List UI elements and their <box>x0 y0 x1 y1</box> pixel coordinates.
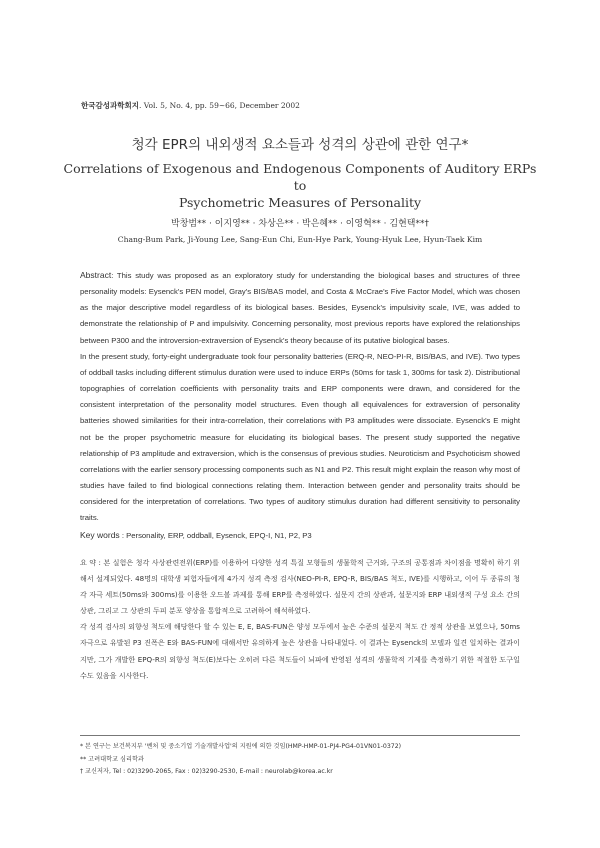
abstract-label: Abstract <box>80 270 112 280</box>
title-english <box>60 160 540 211</box>
summary-paragraph-1: 요 약 : 본 실험은 청각 사상관련전위(ERP)를 이용하여 다양한 성격 특질 모형들의 생물학적 근거와, 구조의 공통점과 차이점을 명확히 하기 위해서 설계되었다. 48명의 대학생 피험자들에게 4가지 성격 측정 검사(NEO-PI-R, EPQ-R, BIS/BAS 척도, IVE)를 시행하고, 이어 두 종류의 청각 자극 세트(50ms와 300ms)를 이용한 오드볼 과제를 통해 ERP를 측정하였다. 설문지 간의 상관과, 설문지와 ERP 내외생적 구성 요소 간의 상관, 그리고 그 상관의 두피 분포 양상을 통합적으로 고려하여 해석하였다. <box>80 558 520 616</box>
abstract-paragraph-1 <box>80 267 520 349</box>
abstract <box>80 267 520 527</box>
footnotes <box>80 741 520 779</box>
keywords-text: : Personality, ERP, oddball, Eysenck, EPQ-I, N1, P2, P3 <box>121 531 312 540</box>
korean-summary <box>80 555 520 684</box>
title-english-line-2: Psychometric Measures of Personality <box>178 195 422 210</box>
footnote-affiliation: ** 고려대학교 심리학과 <box>80 755 144 763</box>
journal-details: . Vol. 5, No. 4, pp. 59~66, December 2002 <box>138 101 300 110</box>
title-english-line-1: Correlations of Exogenous and Endogenous Components of Auditory ERPs to <box>63 161 537 193</box>
summary-paragraph-2: 각 성격 검사의 외향성 척도에 해당한다 할 수 있는 E, E, BAS-FUN은 양성 모두에서 높은 수준의 설문지 척도 간 정적 상관을 보였으나, 50ms 자극으로 유발된 P3 진폭은 E와 BAS-FUN에 대해서만 유의하게 높은 상관을 나타내었다. 이 결과는 Eysenck의 모델과 일견 일치하는 결과이지만, 그가 개발한 EPQ-R의 외향성 척도(E)보다는 오히려 다른 척도들이 뇌파에 반영된 성격의 생물학적 기제를 측정하기 위한 적절한 도구일 수도 있음을 시사한다. <box>80 622 520 680</box>
keywords-label: Key words <box>80 530 120 540</box>
abstract-text-1: : This study was proposed as an exploratory study for understanding the biological bases and structures of three personality models: Eysenck's PEN model, Gray's BIS/BAS model, and Costa & McCrae's Five Factor Model, which was chosen as the major descriptive model regardless of its biological bases. Besides, Eysenck's impulsivity scale, IVE, was added to demonstrate the relationship of P and impulsivity. Concerning personality, most previous reports have explored the relationships between P300 and the introversion-extraversion of Eysenck's theory because of its putative biological bases. <box>80 271 520 345</box>
footnote-divider <box>80 735 520 736</box>
footnote-funding: * 본 연구는 보건복지부 '벤처 및 중소기업 기술개발사업'의 지원에 의한 것임(HMP-HMP-01-PJ4-PG4-01VN01-0372) <box>80 743 402 750</box>
journal-name: 한국감성과학회지 <box>81 101 139 110</box>
keywords <box>80 530 520 540</box>
authors-english: Chang-Bum Park, Ji-Young Lee, Sang-Eun Chi, Eun-Hye Park, Young-Hyuk Lee, Hyun-Taek Kim <box>117 235 483 244</box>
abstract-paragraph-2: In the present study, forty-eight undergraduate took four personality batteries (ERQ-R, NEO-PI-R, BIS/BAS, and IVE). Two types of oddball tasks including different stimulus duration were used to induce ERPs (50ms for task 1, 300ms for task 2). Distributional topographies of correlation coefficients with personality traits and ERP components were drawn, and considered for the consistent interpretation of the personality model structures. Even though all equivalences for extraversion of personality batteries showed similarities for their intra-correlation, their correlations with P3 amplitudes were dissociate. Eysenck's E might not be the proper psychometric measure for elucidating its biological bases. The present study supported the negative relationship of P3 amplitude and extraversion, which is the consensus of previous studies. Neuroticism and Psychoticism showed correlations with the earlier sensory processing components such as N1 and P2. This result might explain the reason why most of studies have failed to find biological connections relating them. Interaction between gender and personality traits should be considered for the interpretation of correlations. Two types of auditory stimulus duration had different sensitivity to personality traits. <box>80 351 520 523</box>
journal-citation <box>81 100 300 111</box>
title-korean: 청각 EPR의 내외생적 요소들과 성격의 상관에 관한 연구* <box>131 137 469 153</box>
authors-korean: 박창범** · 이지영** · 차상은** · 박은혜** · 이영혁** · 김현택**† <box>171 219 429 229</box>
footnote-corresponding-author: † 교신저자, Tel : 02)3290-2065, Fax : 02)3290-2530, E-mail : neurolab@korea.ac.kr <box>80 768 333 775</box>
